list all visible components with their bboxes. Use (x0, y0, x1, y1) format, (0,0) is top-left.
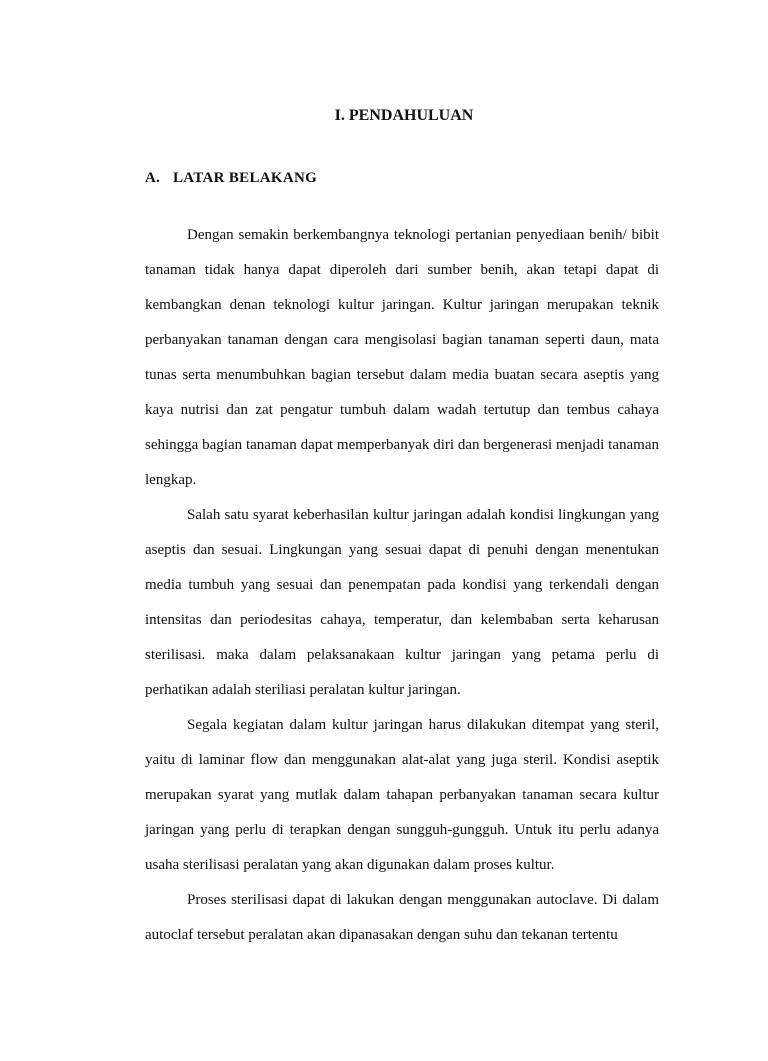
section-title: LATAR BELAKANG (173, 170, 318, 186)
section-number: A. (145, 170, 161, 186)
section-heading (145, 168, 317, 188)
chapter-title: I. PENDAHULUAN (334, 107, 474, 124)
paragraph-4: Proses sterilisasi dapat di lakukan dengan menggunakan autoclave. Di dalam autoclaf tersebut peralatan akan dipanasakan dengan suhu dan tekanan tertentu (145, 892, 659, 943)
paragraph-3: Segala kegiatan dalam kultur jaringan harus dilakukan ditempat yang steril, yaitu di laminar flow dan menggunakan alat-alat yang juga steril. Kondisi aseptik merupakan syarat yang mutlak dalam tahapan perbanyakan tanaman secara kultur jaringan yang perlu di terapkan dengan sungguh-gungguh. Untuk itu perlu adanya usaha sterilisasi peralatan yang akan digunakan dalam proses kultur. (145, 717, 659, 873)
paragraph-1: Dengan semakin berkembangnya teknologi pertanian penyediaan benih/ bibit tanaman tidak hanya dapat diperoleh dari sumber benih, akan tetapi dapat di kembangkan denan teknologi kultur jaringan. Kultur jaringan merupakan teknik perbanyakan tanaman dengan cara mengisolasi bagian tanaman seperti daun, mata tunas serta menumbuhkan bagian tersebut dalam media buatan secara aseptis yang kaya nutrisi dan zat pengatur tumbuh dalam wadah tertutup dan tembus cahaya sehingga bagian tanaman dapat memperbanyak diri dan bergenerasi menjadi tanaman lengkap. (145, 227, 659, 488)
body-text (145, 218, 659, 953)
paragraph-2: Salah satu syarat keberhasilan kultur jaringan adalah kondisi lingkungan yang aseptis dan sesuai. Lingkungan yang sesuai dapat di penuhi dengan menentukan media tumbuh yang sesuai dan penempatan pada kondisi yang terkendali dengan intensitas dan periodesitas cahaya, temperatur, dan kelembaban serta keharusan sterilisasi. maka dalam pelaksanakaan kultur jaringan yang petama perlu di perhatikan adalah steriliasi peralatan kultur jaringan. (145, 507, 659, 698)
